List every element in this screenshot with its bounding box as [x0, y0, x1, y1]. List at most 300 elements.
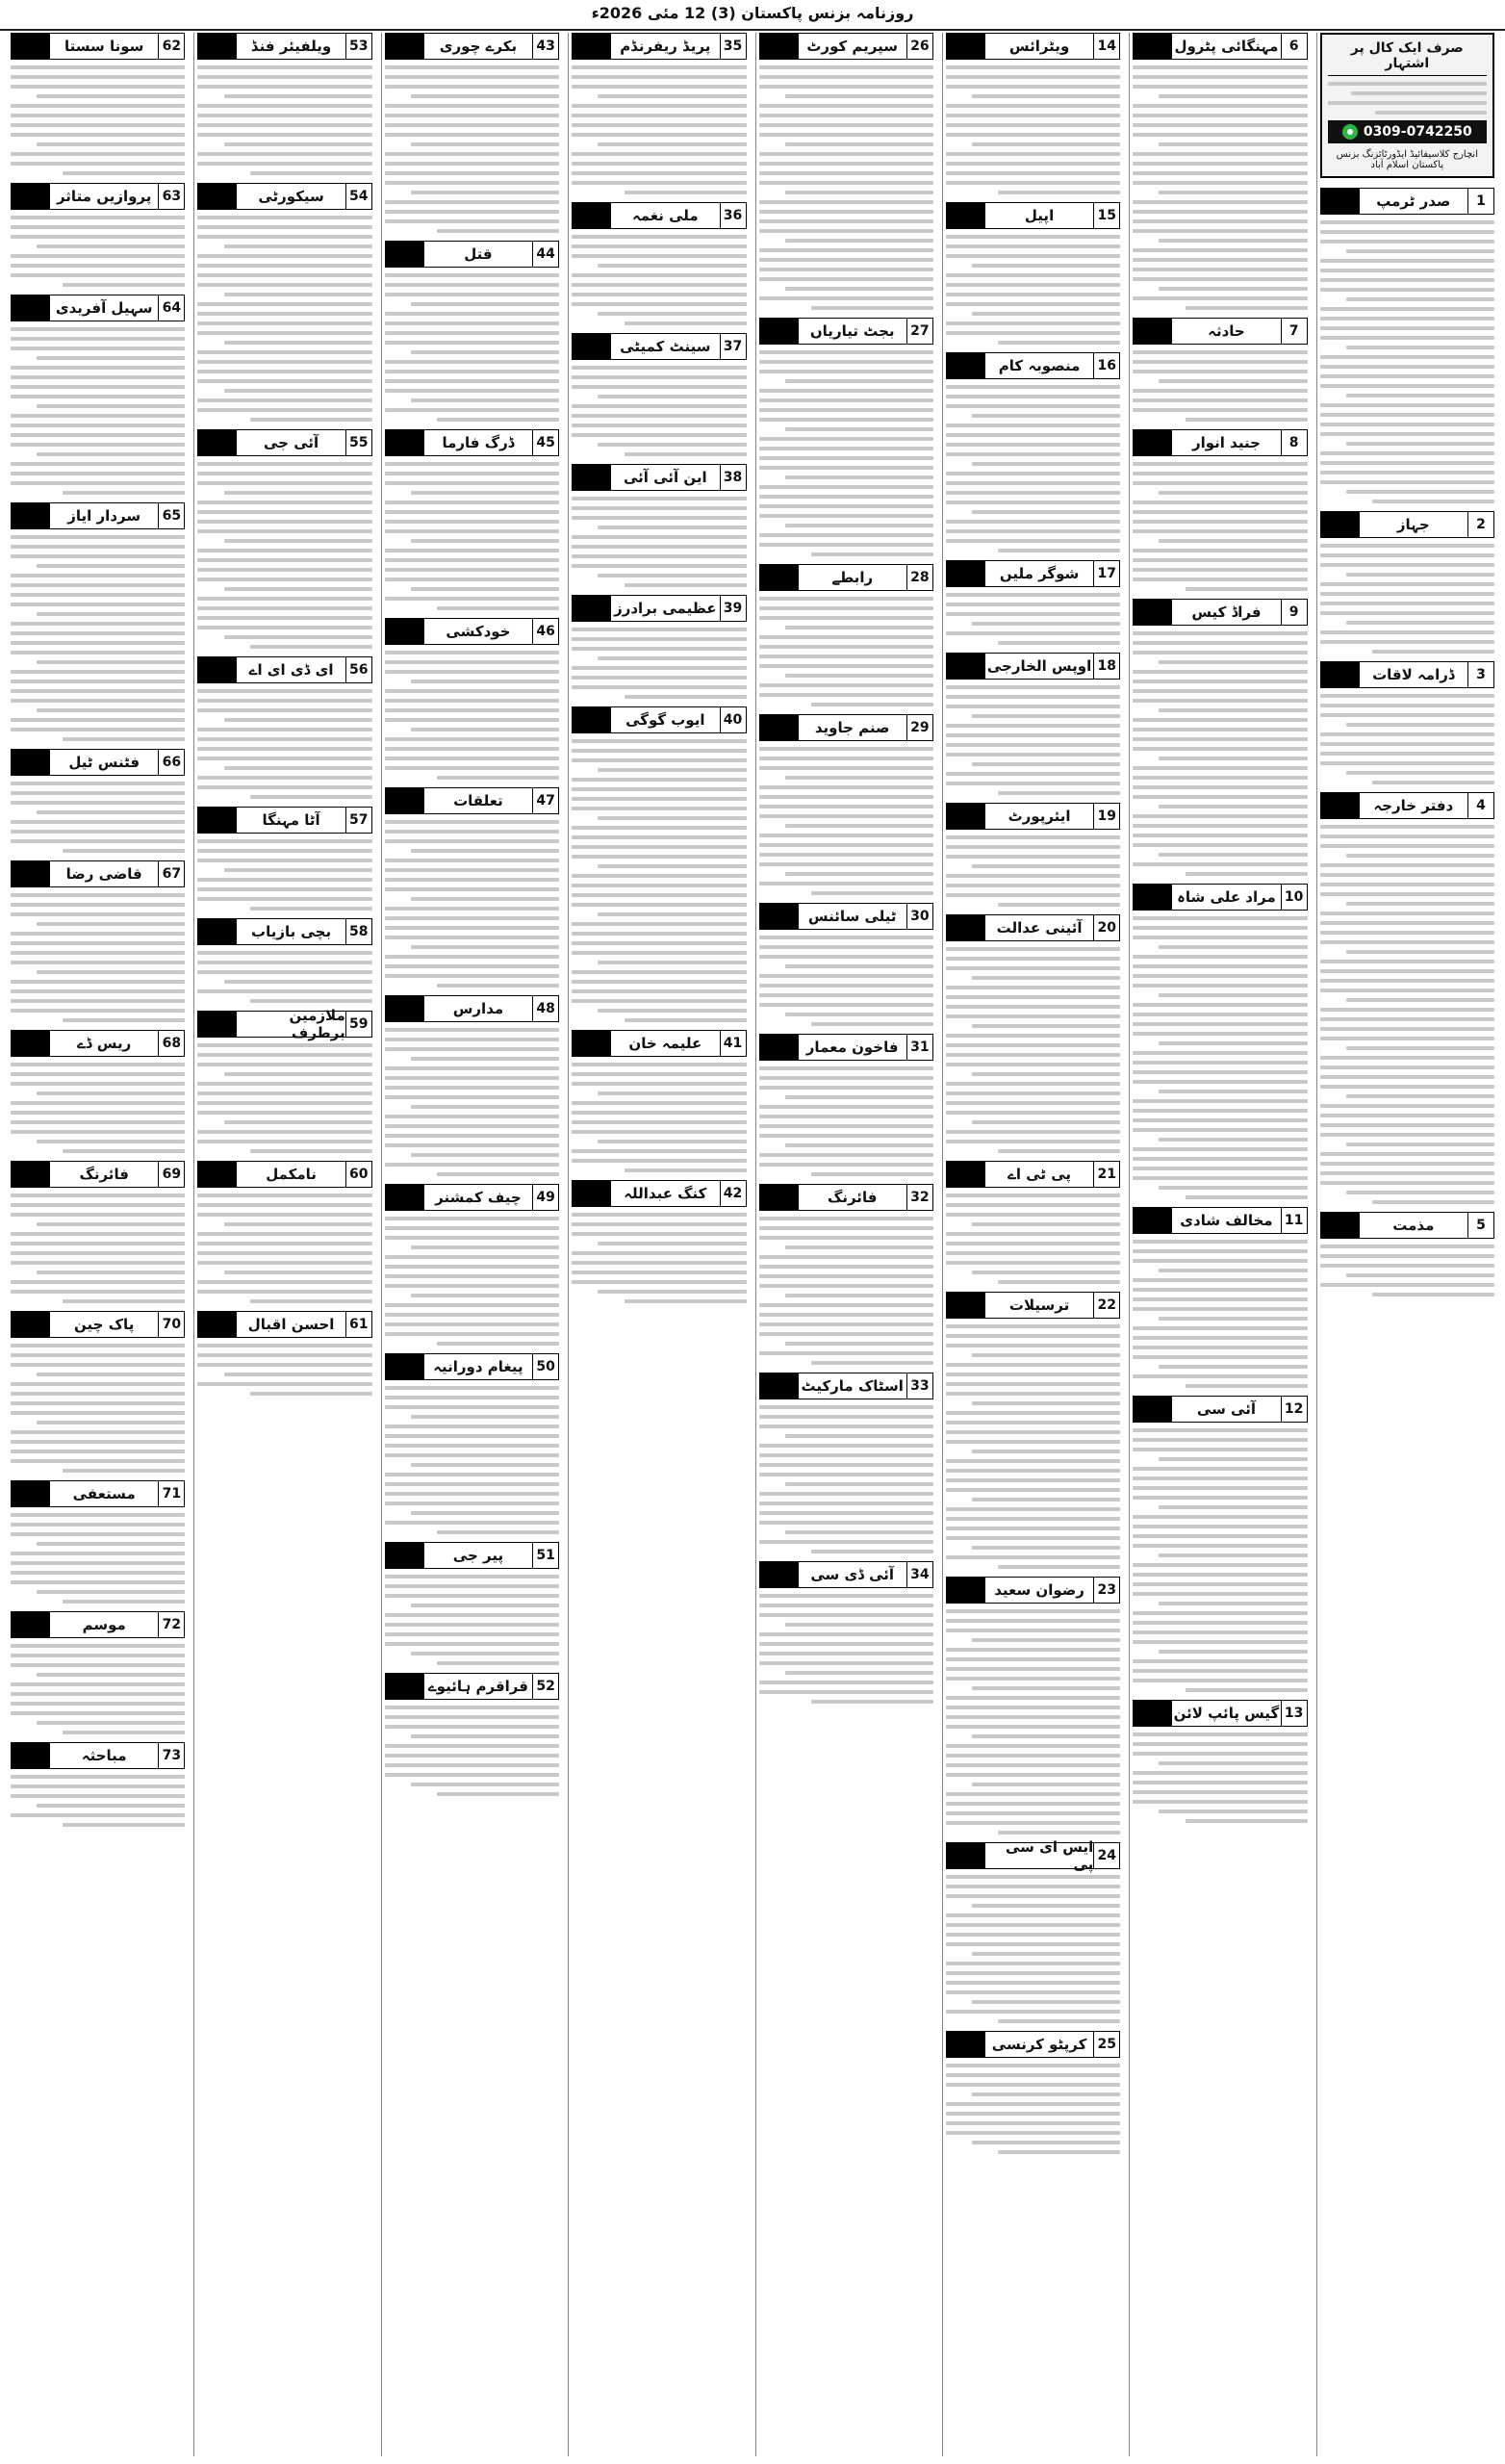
text-line [224, 142, 372, 146]
text-line [197, 162, 371, 166]
story-header [385, 995, 559, 1022]
story-body [11, 1344, 185, 1473]
text-line [598, 395, 746, 398]
text-line [11, 1794, 185, 1798]
text-line [1133, 520, 1307, 524]
story-title: سیکورٹی [258, 188, 324, 205]
story-number: 73 [158, 1743, 184, 1768]
text-line [572, 1082, 746, 1086]
text-line [1346, 950, 1494, 954]
text-line [572, 1120, 746, 1124]
story-body [1133, 65, 1307, 310]
text-line [1133, 1099, 1307, 1103]
text-line [1159, 191, 1307, 194]
text-line [1133, 65, 1307, 69]
text-line [811, 703, 933, 706]
text-line [1133, 1467, 1307, 1471]
news-column [1129, 33, 1310, 2456]
text-line [759, 370, 933, 373]
story-title: تعلقات [453, 792, 503, 809]
text-line [437, 1342, 559, 1346]
text-line [1320, 336, 1494, 340]
text-line [11, 801, 185, 805]
text-line [946, 1811, 1120, 1815]
text-line [759, 654, 933, 658]
text-line [785, 1095, 933, 1099]
text-line [972, 1222, 1120, 1226]
story-body [197, 462, 371, 649]
text-line [11, 1009, 185, 1013]
text-line [572, 283, 746, 287]
text-line [11, 830, 185, 834]
text-line [197, 235, 371, 239]
text-line [385, 1444, 559, 1448]
text-line [1133, 824, 1307, 828]
text-line [1320, 374, 1494, 378]
text-line [197, 283, 371, 287]
text-line [759, 229, 933, 233]
story-title: جنید انوار [1191, 434, 1261, 451]
text-line [1133, 1240, 1307, 1244]
text-line [1320, 694, 1494, 698]
text-line [385, 85, 559, 89]
text-line [63, 1823, 185, 1827]
text-line [197, 472, 371, 475]
story-tag [573, 465, 611, 490]
text-line [197, 597, 371, 601]
news-story [197, 429, 371, 649]
text-line [385, 133, 559, 137]
story-tag [1134, 430, 1172, 455]
text-line [1133, 568, 1307, 572]
text-line [11, 264, 185, 268]
text-line [1133, 1563, 1307, 1567]
text-line [946, 1363, 1120, 1367]
text-line [224, 1373, 372, 1376]
text-line [946, 2064, 1120, 2067]
text-line [946, 1194, 1120, 1197]
text-line [1159, 708, 1307, 712]
text-line [598, 142, 746, 146]
text-line [785, 872, 933, 876]
story-body [11, 327, 185, 495]
story-number: 13 [1281, 1701, 1307, 1726]
news-story [11, 860, 185, 1022]
text-line [1133, 549, 1307, 552]
text-line [11, 414, 185, 418]
text-line [759, 1322, 933, 1326]
text-line [1133, 728, 1307, 732]
text-line [11, 1382, 185, 1386]
text-line [946, 1667, 1120, 1671]
text-line [1320, 713, 1494, 717]
story-tag [198, 430, 237, 455]
text-line [759, 1265, 933, 1269]
story-tag [947, 2032, 985, 2057]
text-line [598, 816, 746, 820]
text-line [385, 1255, 559, 1259]
text-line [250, 907, 372, 911]
text-line [1133, 1032, 1307, 1036]
text-line [946, 500, 1120, 504]
text-line [11, 1401, 185, 1405]
story-body [11, 893, 185, 1022]
text-line [385, 1706, 559, 1709]
text-line [759, 389, 933, 393]
story-tag [947, 804, 985, 829]
story-body [572, 235, 746, 325]
text-line [946, 254, 1120, 258]
text-line [946, 1933, 1120, 1937]
columns-container [8, 33, 1497, 2456]
text-line [11, 951, 185, 955]
story-title: مراد علی شاہ [1177, 888, 1276, 906]
story-title: جہاز [1396, 516, 1430, 533]
text-line [572, 1232, 746, 1236]
text-line [1133, 558, 1307, 562]
text-line [437, 418, 559, 422]
story-body [572, 1213, 746, 1303]
story-body [385, 1028, 559, 1176]
story-header [197, 183, 371, 210]
text-line [759, 1313, 933, 1317]
story-header [759, 903, 933, 930]
story-body [197, 65, 371, 175]
text-line [385, 1217, 559, 1220]
story-body [759, 936, 933, 1026]
text-line [197, 1203, 371, 1207]
text-line [197, 529, 371, 533]
news-story [1320, 661, 1494, 784]
text-line [759, 1351, 933, 1355]
text-line [1320, 752, 1494, 756]
text-line [1133, 1582, 1307, 1586]
text-line [1346, 771, 1494, 775]
text-line [197, 951, 371, 955]
text-line [972, 1072, 1120, 1076]
text-line [224, 980, 372, 984]
text-line [598, 1290, 746, 1294]
text-line [1346, 297, 1494, 301]
text-line [1320, 307, 1494, 311]
text-line [946, 1334, 1120, 1338]
text-line [759, 1255, 933, 1259]
ad-phone[interactable] [1328, 120, 1487, 143]
story-header [1133, 429, 1307, 456]
text-line [1159, 1186, 1307, 1190]
story-title: پیغام دورانیہ [433, 1358, 523, 1375]
story-number: 35 [720, 34, 746, 59]
text-line [11, 424, 185, 427]
text-line [759, 1642, 933, 1646]
text-line [1133, 350, 1307, 354]
story-header [759, 564, 933, 591]
story-title: ڈرگ فارما [442, 434, 515, 451]
story-body [1320, 825, 1494, 1204]
text-line [946, 539, 1120, 543]
text-line [598, 312, 746, 316]
text-line [946, 152, 1120, 156]
story-header [759, 1561, 933, 1588]
news-story [385, 1673, 559, 1796]
text-line [1133, 737, 1307, 741]
text-line [1133, 1249, 1307, 1253]
text-line [197, 849, 371, 853]
text-line [1320, 988, 1494, 992]
text-line [437, 1661, 559, 1665]
text-line [37, 1091, 185, 1095]
story-header [572, 464, 746, 491]
text-line [385, 341, 559, 345]
news-story [385, 1184, 559, 1346]
story-body [572, 497, 746, 587]
text-line [759, 757, 933, 760]
news-story [11, 749, 185, 853]
story-number: 30 [906, 904, 932, 929]
text-line [385, 389, 559, 393]
text-line [946, 1140, 1120, 1143]
story-tag [386, 1674, 424, 1699]
text-line [11, 1580, 185, 1584]
text-line [1159, 1457, 1307, 1461]
text-line [11, 718, 185, 722]
text-line [1159, 853, 1307, 857]
story-tag [1134, 600, 1172, 625]
text-line [197, 75, 371, 79]
text-line [572, 1280, 746, 1284]
story-title: کنگ عبداللہ [624, 1185, 707, 1202]
text-line [385, 747, 559, 751]
text-line [385, 737, 559, 741]
text-line [411, 191, 559, 194]
text-line [1346, 854, 1494, 858]
text-line [1133, 785, 1307, 789]
text-line [385, 1076, 559, 1080]
text-line [11, 932, 185, 936]
text-line [197, 961, 371, 964]
text-line [946, 2102, 1120, 2106]
text-line [972, 2000, 1120, 2004]
text-line [759, 945, 933, 949]
text-line [385, 1124, 559, 1128]
text-line [946, 995, 1120, 999]
text-line [598, 768, 746, 772]
text-line [972, 1270, 1120, 1274]
text-line [437, 984, 559, 988]
story-number: 37 [720, 334, 746, 359]
text-line [1320, 1162, 1494, 1166]
text-line [11, 327, 185, 331]
text-line [63, 849, 185, 853]
text-line [37, 244, 185, 248]
story-number: 40 [720, 707, 746, 732]
news-story [759, 1184, 933, 1365]
text-line [1159, 1602, 1307, 1605]
text-line [759, 862, 933, 866]
news-story [1133, 1396, 1307, 1692]
text-line [250, 171, 372, 175]
story-number: 2 [1467, 512, 1493, 537]
text-line [1320, 940, 1494, 944]
text-line [385, 1236, 559, 1240]
text-line [197, 1091, 371, 1095]
text-line [759, 495, 933, 499]
text-line [972, 1450, 1120, 1453]
news-story [11, 1742, 185, 1827]
text-line [785, 1143, 933, 1147]
text-line [197, 549, 371, 552]
story-body [11, 1063, 185, 1153]
story-tag [12, 1312, 50, 1337]
text-line [385, 1584, 559, 1588]
text-line [224, 1120, 372, 1124]
text-line [972, 2141, 1120, 2144]
text-line [1133, 1003, 1307, 1007]
text-line [785, 1245, 933, 1249]
news-story [1320, 511, 1494, 654]
text-line [1186, 306, 1308, 310]
text-line [1133, 1752, 1307, 1756]
text-line [1346, 621, 1494, 625]
story-tag [386, 1185, 424, 1210]
text-line [598, 574, 746, 578]
text-line [946, 1744, 1120, 1748]
story-body [1320, 694, 1494, 784]
text-line [411, 94, 559, 98]
text-line [385, 1405, 559, 1409]
text-line [385, 1095, 559, 1099]
text-line [37, 1222, 185, 1226]
text-line [37, 1270, 185, 1274]
text-line [224, 94, 372, 98]
text-line [759, 1163, 933, 1167]
text-line [759, 834, 933, 837]
news-story [759, 564, 933, 706]
text-line [197, 1242, 371, 1245]
story-body [1133, 462, 1307, 591]
text-line [385, 529, 559, 533]
text-line [759, 219, 933, 223]
story-title: قاضی رضا [65, 865, 142, 883]
text-line [572, 273, 746, 277]
text-line [1320, 423, 1494, 426]
story-tag [1321, 189, 1360, 214]
news-story [946, 352, 1120, 552]
text-line [998, 549, 1120, 552]
story-number: 62 [158, 34, 184, 59]
text-line [572, 739, 746, 743]
text-line [385, 597, 559, 601]
text-line [572, 433, 746, 437]
text-line [11, 535, 185, 539]
text-line [197, 887, 371, 891]
story-title: حادثہ [1208, 322, 1245, 340]
text-line [946, 424, 1120, 427]
story-body [759, 1066, 933, 1176]
text-line [785, 427, 933, 431]
story-tag [947, 915, 985, 940]
story-header [385, 618, 559, 645]
text-line [598, 264, 746, 268]
text-line [11, 820, 185, 824]
text-line [811, 1700, 933, 1704]
text-line [1159, 1090, 1307, 1093]
story-number: 41 [720, 1031, 746, 1056]
text-line [1320, 326, 1494, 330]
text-line [197, 1213, 371, 1217]
ad-phone-number: 0309-0742250 [1363, 124, 1472, 140]
text-line [385, 558, 559, 562]
text-line [197, 1140, 371, 1143]
story-header [946, 914, 1120, 941]
text-line [385, 651, 559, 654]
story-title: صدر ٹرمپ [1376, 192, 1451, 210]
story-number: 4 [1467, 793, 1493, 818]
text-line [385, 500, 559, 504]
text-line [946, 1962, 1120, 1965]
text-line [946, 1942, 1120, 1946]
text-line [197, 558, 371, 562]
text-line [385, 1725, 559, 1729]
text-line [946, 1821, 1120, 1825]
story-header [572, 33, 746, 60]
text-line [972, 312, 1120, 316]
text-line [1133, 641, 1307, 645]
news-story [759, 33, 933, 310]
text-line [759, 65, 933, 69]
text-line [11, 1232, 185, 1236]
text-line [946, 884, 1120, 887]
story-header [11, 1161, 185, 1188]
story-number: 60 [345, 1162, 371, 1187]
text-line [759, 795, 933, 799]
story-tag [947, 1162, 985, 1187]
text-line [11, 839, 185, 843]
text-line [11, 216, 185, 219]
text-line [385, 718, 559, 722]
text-line [37, 970, 185, 974]
text-line [972, 1401, 1120, 1405]
story-header [946, 1838, 1120, 1873]
text-line [572, 941, 746, 945]
text-line [759, 606, 933, 610]
story-title: ڈرامہ لاقات [1372, 666, 1455, 683]
story-tag [1321, 1213, 1360, 1238]
news-story [572, 595, 746, 699]
text-line [385, 974, 559, 978]
text-line [385, 839, 559, 843]
text-line [946, 1373, 1120, 1376]
text-line [946, 1725, 1120, 1729]
text-line [437, 776, 559, 780]
text-line [1133, 680, 1307, 683]
story-title: پیر جی [452, 1547, 504, 1564]
story-body [946, 1194, 1120, 1284]
story-header [946, 202, 1120, 229]
story-number: 11 [1281, 1208, 1307, 1233]
text-line [759, 104, 933, 108]
text-line [1186, 1688, 1308, 1692]
text-line [1133, 747, 1307, 751]
text-line [1320, 1171, 1494, 1175]
story-title: رضوان سعید [994, 1581, 1084, 1599]
text-line [572, 951, 746, 955]
text-line [1133, 916, 1307, 920]
text-line [197, 152, 371, 156]
story-header [759, 318, 933, 345]
text-line [11, 1280, 185, 1284]
story-number: 10 [1281, 885, 1307, 910]
